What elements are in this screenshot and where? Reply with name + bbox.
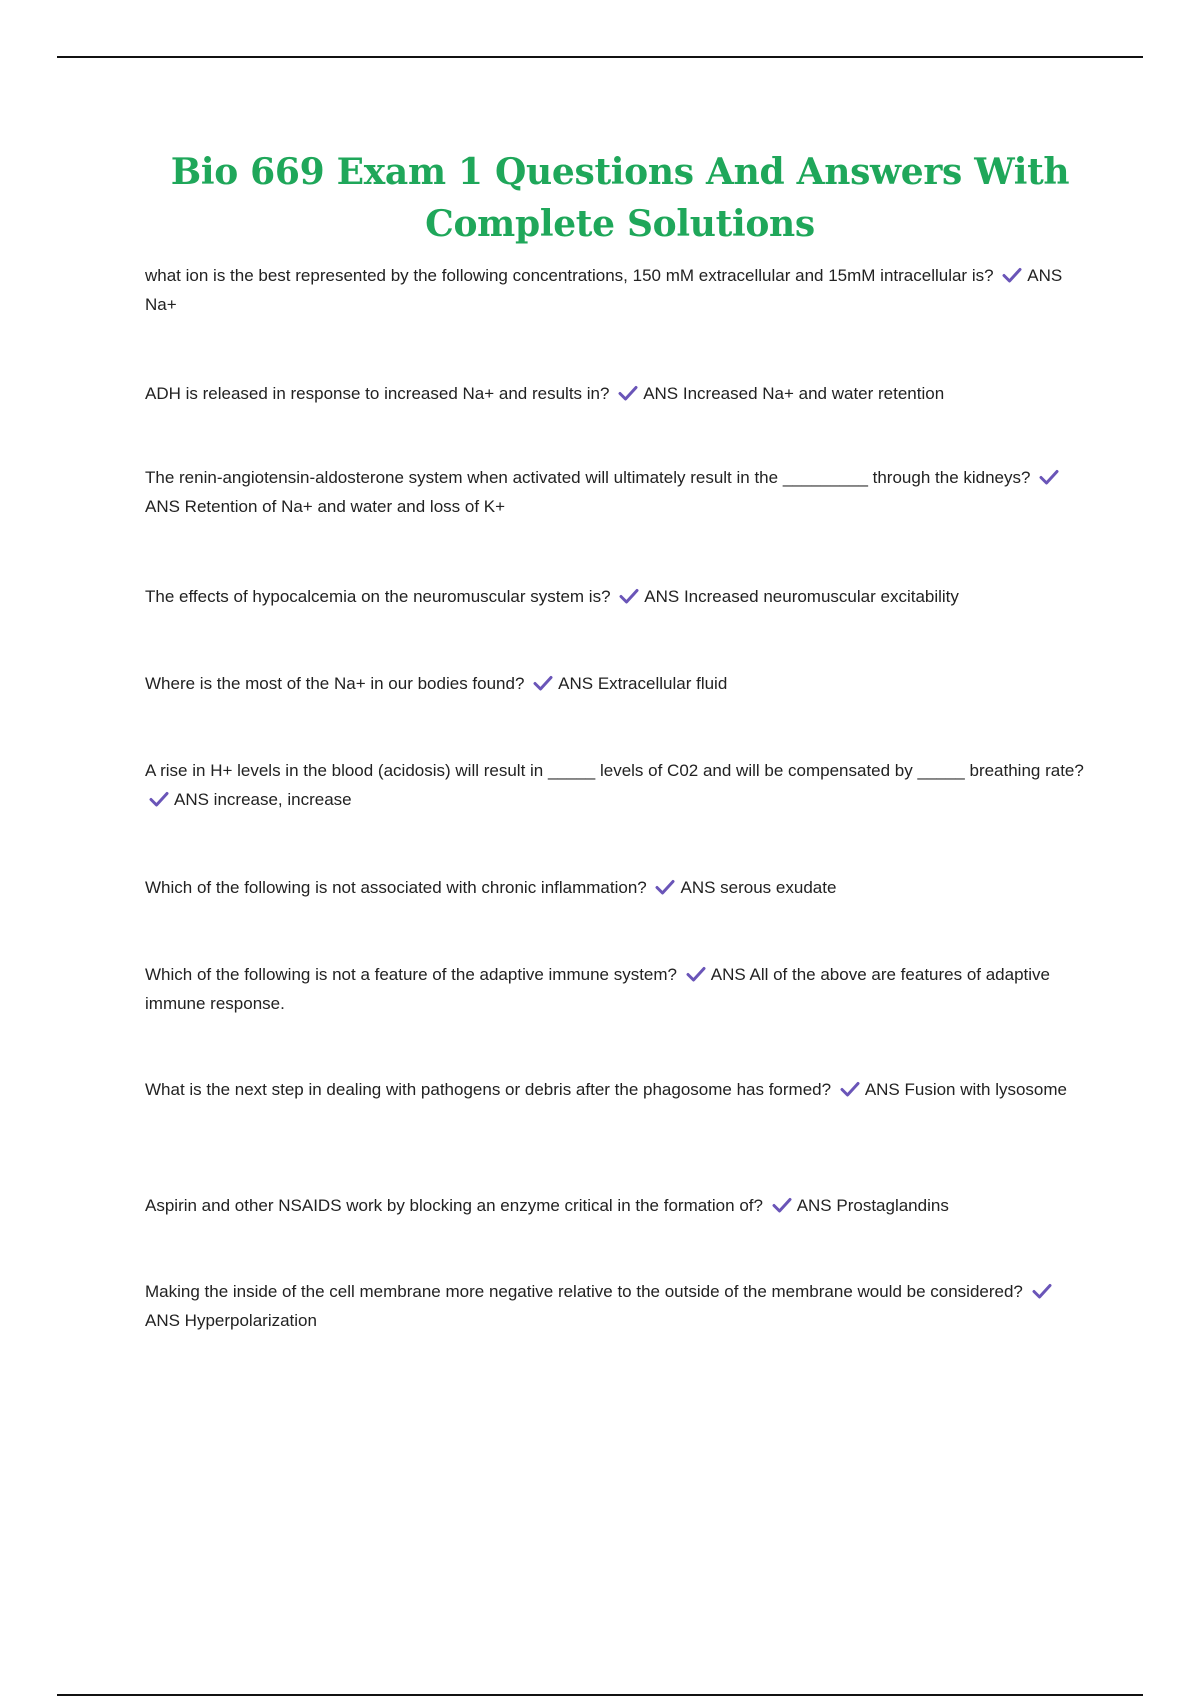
title-line-2: Complete Solutions (425, 203, 815, 245)
qa-item-3 (145, 464, 1085, 521)
answer-text: ANS Extracellular fluid (558, 674, 728, 693)
checkmark-icon (840, 1081, 860, 1097)
question-text: The effects of hypocalcemia on the neuromuscular system is? (145, 587, 611, 606)
question-text: Aspirin and other NSAIDS work by blocking an enzyme critical in the formation of? (145, 1196, 763, 1215)
page-title (140, 146, 1100, 250)
answer-text: ANS Na+ (145, 266, 1063, 314)
answer-text: ANS Increased neuromuscular excitability (644, 587, 959, 606)
qa-item-10 (145, 1192, 1085, 1221)
question-text: Where is the most of the Na+ in our bodies found? (145, 674, 525, 693)
question-text: ADH is released in response to increased Na+ and results in? (145, 384, 610, 403)
answer-text: ANS increase, increase (174, 789, 352, 809)
answer-text: ANS Prostaglandins (796, 1196, 949, 1215)
answer-text: ANS serous exudate (680, 878, 837, 897)
qa-item-11 (145, 1278, 1085, 1335)
checkmark-icon (772, 1197, 792, 1213)
checkmark-icon (1039, 469, 1059, 485)
qa-item-1 (145, 262, 1085, 319)
question-text: What is the next step in dealing with pathogens or debris after the phagosome has formed? (145, 1080, 832, 1099)
checkmark-icon (618, 385, 638, 401)
question-text: Which of the following is not a feature of the adaptive immune system? (145, 965, 677, 984)
checkmark-icon (533, 675, 553, 691)
checkmark-icon (619, 588, 639, 604)
question-text: what ion is the best represented by the following concentrations, 150 mM extracellular and 15mM intracellular is? (145, 266, 994, 285)
checkmark-icon (655, 879, 675, 895)
qa-item-9 (145, 1076, 1085, 1105)
qa-item-5 (145, 670, 1085, 699)
answer-text: ANS Fusion with lysosome (864, 1080, 1067, 1099)
answer-text: ANS Increased Na+ and water retention (643, 384, 945, 403)
question-text: A rise in H+ levels in the blood (acidosis) will result in _____ levels of C02 and will be compensated by _____ breathing rate? (145, 761, 1084, 780)
title-line-1: Bio 669 Exam 1 Questions And Answers With (170, 151, 1070, 193)
answer-text: ANS Retention of Na+ and water and loss of K+ (145, 496, 506, 516)
qa-item-6 (145, 757, 1085, 814)
qa-item-4 (145, 583, 1085, 612)
question-text: The renin-angiotensin-aldosterone system when activated will ultimately result in the _________ through the kidneys? (145, 468, 1031, 487)
answer-text: ANS Hyperpolarization (145, 1310, 317, 1330)
question-text: Which of the following is not associated with chronic inflammation? (145, 878, 647, 897)
qa-item-2 (145, 380, 1085, 409)
qa-item-7 (145, 874, 1085, 903)
checkmark-icon (1002, 267, 1022, 283)
footer-rule (57, 1694, 1143, 1696)
question-text: Making the inside of the cell membrane more negative relative to the outside of the membrane would be considered? (145, 1282, 1023, 1301)
header-rule (57, 56, 1143, 58)
checkmark-icon (149, 791, 169, 807)
checkmark-icon (686, 966, 706, 982)
answer-text: ANS All of the above are features of adaptive immune response. (145, 965, 1051, 1013)
checkmark-icon (1032, 1283, 1052, 1299)
qa-item-8 (145, 961, 1085, 1018)
